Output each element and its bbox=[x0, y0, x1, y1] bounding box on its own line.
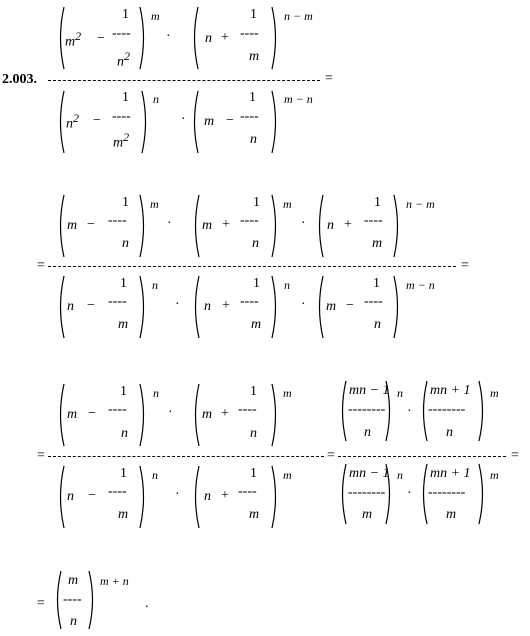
right-paren bbox=[270, 275, 280, 339]
minus-sign: − bbox=[87, 298, 95, 313]
plus-sign: + bbox=[222, 217, 230, 232]
fraction-denominator: n bbox=[250, 132, 257, 147]
plus-sign: + bbox=[221, 406, 229, 421]
fraction-numerator: 1 bbox=[253, 195, 260, 210]
dot-operator: · bbox=[181, 112, 186, 127]
left-paren bbox=[191, 465, 201, 529]
exponent: m + n bbox=[100, 574, 129, 588]
fraction-denominator: n bbox=[364, 425, 371, 440]
right-paren bbox=[270, 6, 280, 70]
term-n: n bbox=[327, 218, 334, 233]
minus-sign: − bbox=[88, 488, 96, 503]
fraction-denominator: n bbox=[250, 426, 257, 441]
fraction-numerator: m bbox=[68, 573, 79, 588]
minus-sign: − bbox=[346, 298, 354, 313]
fraction-numerator: 1 bbox=[250, 384, 257, 399]
left-paren bbox=[53, 570, 63, 630]
exponent: m bbox=[283, 386, 292, 400]
plus-sign: + bbox=[344, 217, 352, 232]
right-paren bbox=[384, 463, 394, 525]
left-paren bbox=[338, 380, 348, 442]
right-paren bbox=[270, 465, 280, 529]
dot-operator: · bbox=[167, 216, 172, 231]
left-paren bbox=[56, 194, 66, 258]
fraction-numerator: 1 bbox=[122, 90, 129, 105]
plus-sign: + bbox=[221, 30, 229, 45]
right-paren bbox=[138, 194, 148, 258]
exponent: n bbox=[153, 92, 159, 106]
dot-operator: · bbox=[407, 486, 412, 501]
minus-sign: − bbox=[226, 113, 234, 128]
fraction-bar: ---- bbox=[240, 294, 259, 309]
fraction-denominator: n bbox=[252, 236, 259, 251]
term-m: m bbox=[204, 114, 215, 129]
left-paren bbox=[191, 383, 201, 447]
fraction-bar: ---- bbox=[238, 484, 257, 499]
equals-sign: = bbox=[461, 258, 469, 273]
fraction-bar: ---- bbox=[112, 109, 131, 124]
exponent: m bbox=[151, 9, 160, 23]
dot-operator: · bbox=[407, 404, 412, 419]
fraction-denominator: m bbox=[118, 507, 129, 522]
fraction-bar: -------- bbox=[348, 402, 386, 417]
dot-operator: · bbox=[166, 29, 171, 44]
fraction-numerator: 1 bbox=[253, 276, 260, 291]
exponent: m bbox=[150, 197, 159, 211]
left-paren bbox=[190, 90, 200, 154]
fraction-bar: ---- bbox=[108, 484, 127, 499]
term-m: m bbox=[202, 407, 213, 422]
right-paren bbox=[270, 90, 280, 154]
right-paren bbox=[392, 275, 402, 339]
main-fraction-bar bbox=[338, 456, 506, 457]
fraction-numerator: 1 bbox=[120, 466, 127, 481]
exponent: n − m bbox=[406, 197, 435, 211]
dot-operator: · bbox=[301, 216, 306, 231]
fraction-denominator: m bbox=[251, 317, 262, 332]
exponent: n bbox=[153, 386, 159, 400]
equals-sign: = bbox=[37, 448, 45, 463]
exponent: m bbox=[283, 197, 292, 211]
fraction-denominator: m bbox=[249, 49, 260, 64]
left-paren bbox=[191, 194, 201, 258]
fraction-numerator: 1 bbox=[250, 7, 257, 22]
left-paren bbox=[191, 275, 201, 339]
fraction-denominator: m bbox=[249, 507, 260, 522]
term-m: $m^2$ bbox=[65, 29, 82, 50]
dot-operator: · bbox=[301, 297, 306, 312]
left-paren bbox=[56, 383, 66, 447]
left-paren bbox=[338, 463, 348, 525]
left-paren bbox=[56, 465, 66, 529]
left-paren bbox=[56, 275, 66, 339]
term-n: n bbox=[67, 299, 74, 314]
plus-sign: + bbox=[221, 488, 229, 503]
fraction-bar: -------- bbox=[428, 485, 466, 500]
minus-sign: − bbox=[87, 217, 95, 232]
fraction-numerator: 1 bbox=[122, 7, 129, 22]
period: . bbox=[145, 596, 149, 611]
term-m: m bbox=[202, 218, 213, 233]
exponent: n bbox=[152, 468, 158, 482]
fraction-bar: ---- bbox=[112, 26, 131, 41]
right-paren bbox=[138, 465, 148, 529]
fraction-denominator: m bbox=[372, 236, 383, 251]
left-paren bbox=[56, 90, 66, 154]
right-paren bbox=[477, 463, 487, 525]
fraction-bar: -------- bbox=[348, 485, 386, 500]
exponent: m − n bbox=[406, 278, 435, 292]
term-n: n bbox=[205, 31, 212, 46]
fraction-numerator: mn − 1 bbox=[349, 466, 390, 481]
fraction-numerator: 1 bbox=[374, 195, 381, 210]
minus-sign: − bbox=[93, 113, 101, 128]
term-n: n bbox=[204, 299, 211, 314]
main-fraction-bar bbox=[48, 456, 324, 457]
exponent: m bbox=[283, 468, 292, 482]
exponent: n bbox=[152, 278, 158, 292]
fraction-bar: ---- bbox=[108, 213, 127, 228]
fraction-denominator: n bbox=[374, 317, 381, 332]
term-m: m bbox=[67, 407, 78, 422]
equals-sign: = bbox=[37, 596, 45, 611]
right-paren bbox=[138, 275, 148, 339]
exponent: n bbox=[284, 278, 290, 292]
term-m: m bbox=[67, 218, 78, 233]
right-paren bbox=[270, 383, 280, 447]
right-paren bbox=[140, 90, 150, 154]
fraction-bar: ---- bbox=[240, 109, 259, 124]
term-m: m bbox=[326, 299, 337, 314]
fraction-bar: ---- bbox=[240, 213, 259, 228]
dot-operator: · bbox=[175, 487, 180, 502]
left-paren bbox=[190, 6, 200, 70]
right-paren bbox=[138, 383, 148, 447]
fraction-denominator: n bbox=[122, 236, 129, 251]
right-paren bbox=[477, 380, 487, 442]
main-fraction-bar bbox=[48, 80, 320, 81]
left-paren bbox=[315, 194, 325, 258]
right-paren bbox=[392, 194, 402, 258]
fraction-numerator: mn − 1 bbox=[349, 383, 390, 398]
exponent: n bbox=[397, 468, 403, 482]
right-paren bbox=[87, 570, 97, 630]
equals-sign: = bbox=[511, 448, 519, 463]
right-paren bbox=[270, 194, 280, 258]
fraction-bar: ---- bbox=[108, 294, 127, 309]
exponent: m − n bbox=[284, 92, 313, 106]
term-n: n bbox=[67, 489, 74, 504]
fraction-bar: ---- bbox=[238, 402, 257, 417]
dot-operator: · bbox=[175, 297, 180, 312]
fraction-bar: ---- bbox=[364, 294, 383, 309]
equals-sign: = bbox=[37, 258, 45, 273]
fraction-bar: ---- bbox=[108, 402, 127, 417]
fraction-denominator: m bbox=[446, 507, 457, 522]
problem-number: 2.003. bbox=[2, 72, 37, 87]
exponent: n bbox=[397, 386, 403, 400]
fraction-bar: -------- bbox=[428, 402, 466, 417]
term-n: $n^2$ bbox=[66, 111, 79, 132]
plus-sign: + bbox=[222, 298, 230, 313]
exponent: m bbox=[490, 386, 499, 400]
fraction-bar: ---- bbox=[63, 592, 82, 607]
fraction-denominator: m bbox=[362, 507, 373, 522]
fraction-denominator: m bbox=[118, 317, 129, 332]
exponent: n − m bbox=[284, 9, 313, 23]
fraction-numerator: 1 bbox=[249, 90, 256, 105]
dot-operator: · bbox=[168, 405, 173, 420]
right-paren bbox=[138, 6, 148, 70]
fraction-numerator: mn + 1 bbox=[430, 466, 471, 481]
fraction-denominator: $m^2$ bbox=[113, 130, 130, 151]
equals-sign: = bbox=[327, 448, 335, 463]
fraction-numerator: 1 bbox=[120, 384, 127, 399]
exponent: m bbox=[490, 468, 499, 482]
minus-sign: − bbox=[88, 406, 96, 421]
main-fraction-bar bbox=[48, 266, 456, 267]
left-paren bbox=[315, 275, 325, 339]
fraction-numerator: 1 bbox=[250, 466, 257, 481]
fraction-numerator: 1 bbox=[122, 195, 129, 210]
fraction-bar: ---- bbox=[364, 213, 383, 228]
term-n: n bbox=[204, 489, 211, 504]
equals-sign: = bbox=[325, 71, 333, 86]
minus-sign: − bbox=[97, 31, 105, 46]
fraction-denominator: n bbox=[70, 614, 77, 629]
fraction-denominator: $n^2$ bbox=[117, 49, 130, 70]
fraction-denominator: n bbox=[121, 426, 128, 441]
fraction-bar: ---- bbox=[240, 26, 259, 41]
fraction-numerator: 1 bbox=[373, 276, 380, 291]
right-paren bbox=[384, 380, 394, 442]
fraction-denominator: n bbox=[446, 425, 453, 440]
fraction-numerator: mn + 1 bbox=[430, 383, 471, 398]
fraction-numerator: 1 bbox=[120, 276, 127, 291]
